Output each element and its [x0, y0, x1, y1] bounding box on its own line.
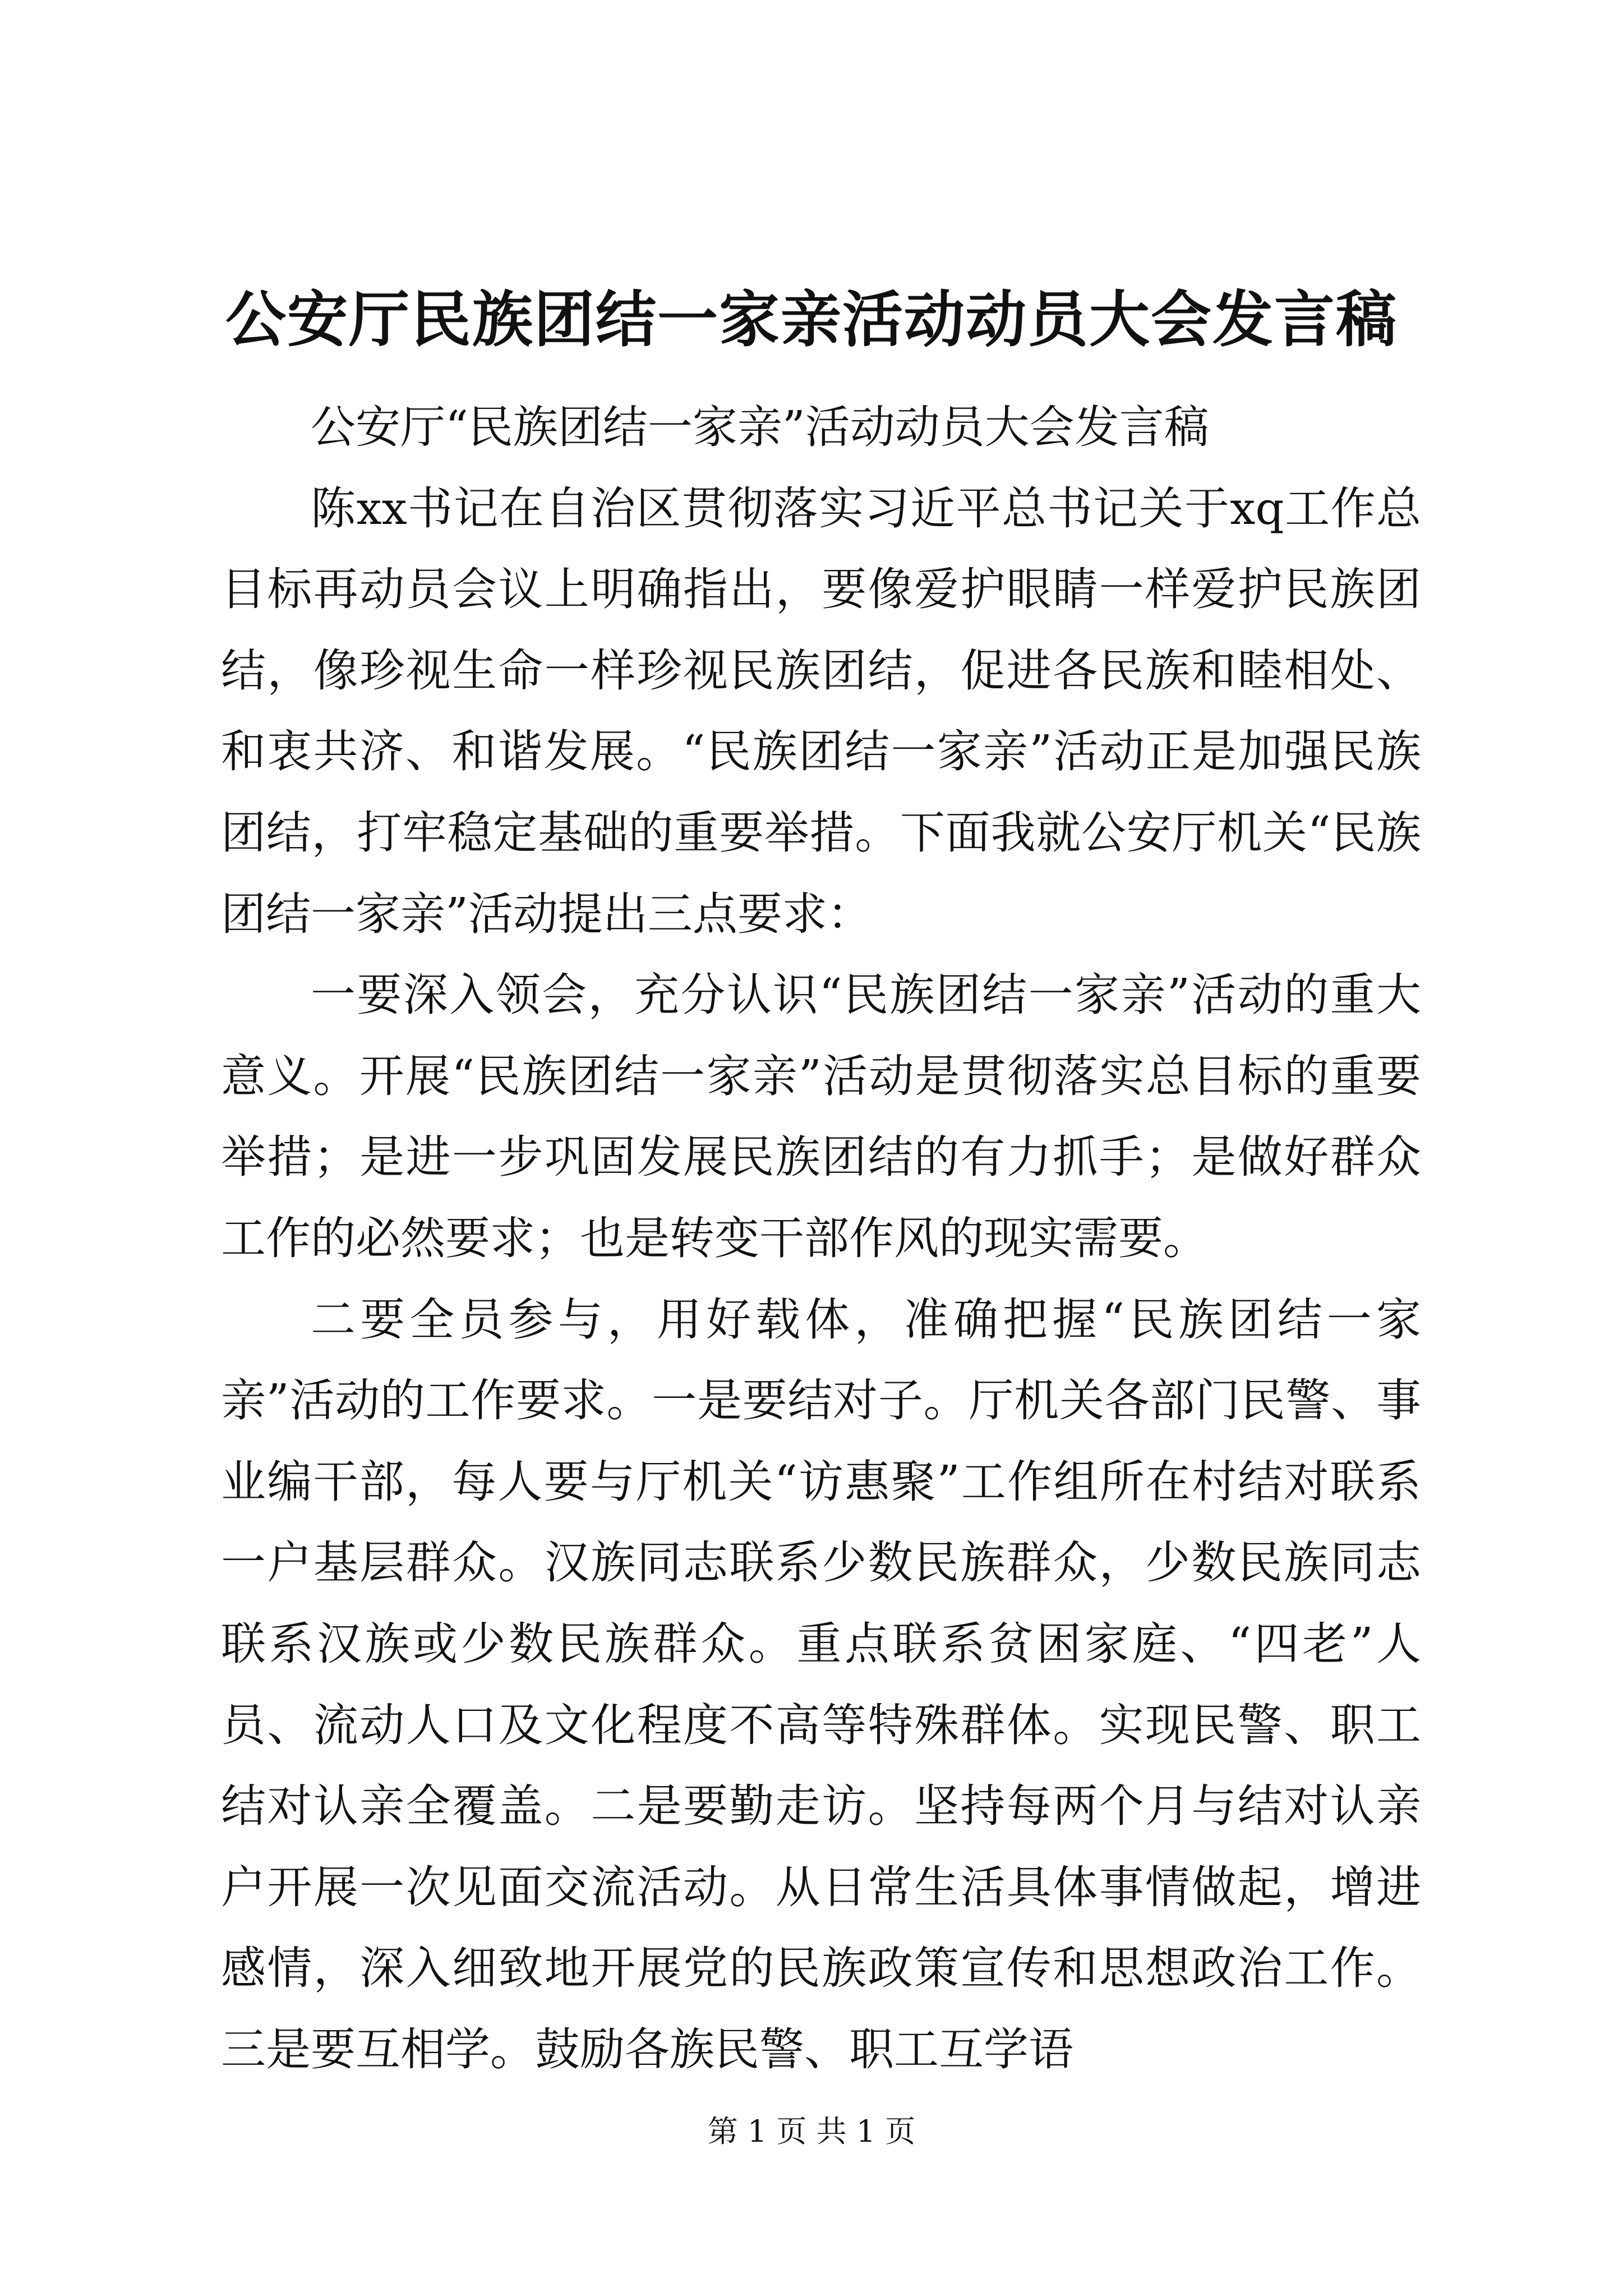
- requirement-two-paragraph: 二要全员参与，用好载体，准确把握“民族团结一家亲”活动的工作要求。一是要结对子。厅机关各部门民警、事业编干部，每人要与厅机关“访惠聚”工作组所在村结对联系一户基层群众。汉族同志联系少数民族群众，少数民族同志联系汉族或少数民族群众。重点联系贫困家庭、“四老”人员、流动人口及文化程度不高等特殊群体。实现民警、职工结对认亲全覆盖。二是要勤走访。坚持每两个月与结对认亲户开展一次见面交流活动。从日常生活具体事情做起，增进感情，深入细致地开展党的民族政策宣传和思想政治工作。三是要互相学。鼓励各族民警、职工互学语: [221, 1293, 1421, 2076]
- intro-paragraph: 陈xx书记在自治区贯彻落实习近平总书记关于xq工作总目标再动员会议上明确指出，要像爱护眼睛一样爱护民族团结，像珍视生命一样珍视民族团结，促进各民族和睦相处、和衷共济、和谐发展。“民族团结一家亲”活动正是加强民族团结，打牢稳定基础的重要举措。下面我就公安厅机关“民族团结一家亲”活动提出三点要求：: [221, 482, 1421, 940]
- document-title: 公安厅民族团结一家亲活动动员大会发言稿: [225, 284, 1398, 355]
- subtitle-paragraph: 公安厅“民族团结一家亲”活动动员大会发言稿: [311, 401, 1209, 453]
- document-body: [221, 387, 1421, 2090]
- page-footer: 第 1 页 共 1 页: [707, 2114, 916, 2149]
- requirement-one-paragraph: 一要深入领会，充分认识“民族团结一家亲”活动的重大意义。开展“民族团结一家亲”活动是贯彻落实总目标的重要举措；是进一步巩固发展民族团结的有力抓手；是做好群众工作的必然要求；也是转变干部作风的现实需要。: [221, 969, 1421, 1264]
